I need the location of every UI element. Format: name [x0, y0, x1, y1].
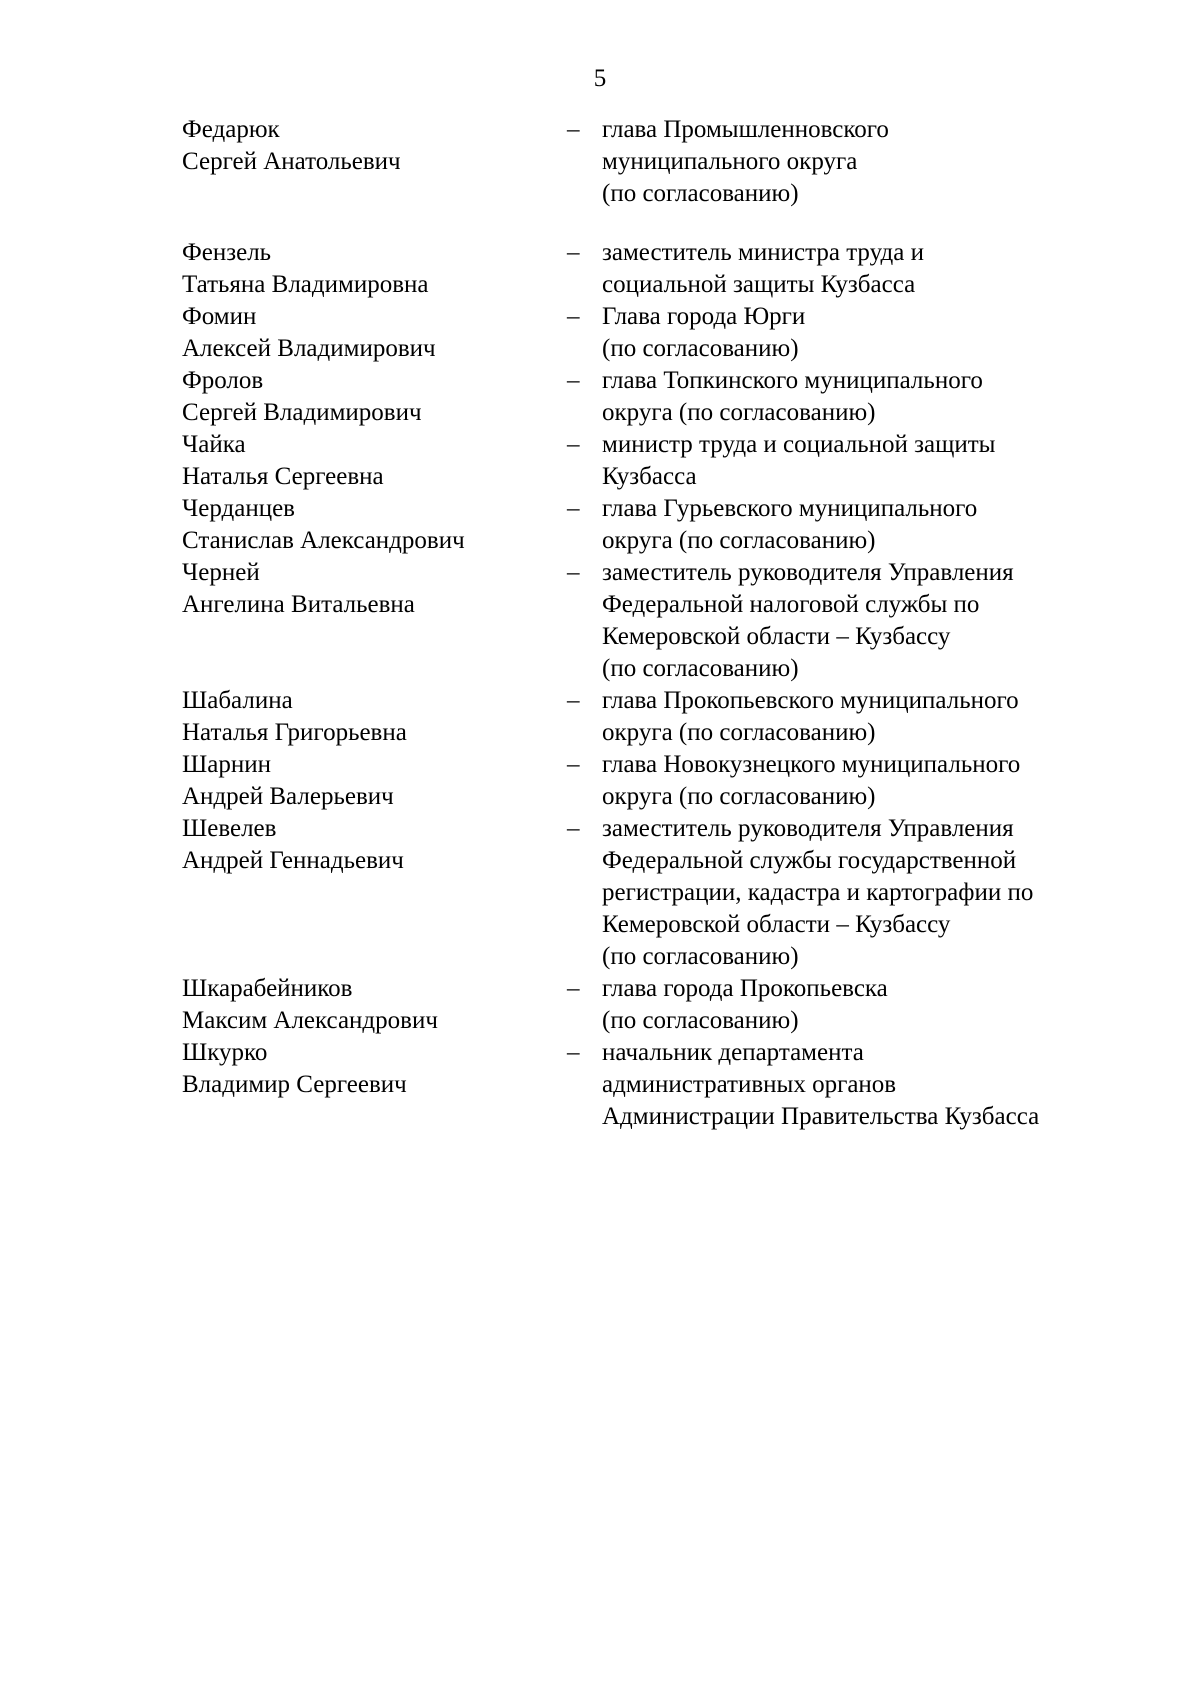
dash-separator: – — [567, 367, 580, 394]
member-role-line: (по согласованию) — [602, 655, 799, 682]
member-given-names: Ангелина Витальевна — [182, 591, 415, 618]
member-role — [602, 813, 1112, 973]
member-role-line: глава Прокопьевского муниципального — [602, 687, 1019, 714]
member-role-line: заместитель руководителя Управления — [602, 559, 1014, 586]
member-role-line: (по согласованию) — [602, 943, 799, 970]
dash-separator: – — [567, 559, 580, 586]
member-given-names: Андрей Валерьевич — [182, 783, 394, 810]
member-role-line: административных органов — [602, 1071, 897, 1098]
member-role-line: министр труда и социальной защиты — [602, 431, 996, 458]
member-role-line: Федеральной налоговой службы по — [602, 591, 980, 618]
member-name — [182, 114, 567, 210]
member-given-names: Сергей Владимирович — [182, 399, 422, 426]
member-surname: Шкурко — [182, 1039, 268, 1066]
member-surname: Черней — [182, 559, 260, 586]
member-name — [182, 365, 567, 429]
member-given-names: Алексей Владимирович — [182, 335, 436, 362]
dash-separator: – — [567, 815, 580, 842]
member-surname: Федарюк — [182, 116, 280, 143]
member-surname: Шкарабейников — [182, 975, 353, 1002]
member-role-line: глава Новокузнецкого муниципального — [602, 751, 1021, 778]
member-role-line: Кемеровской области – Кузбассу — [602, 911, 951, 938]
dash-separator: – — [567, 687, 580, 714]
member-entry — [182, 301, 1112, 365]
member-given-names: Наталья Григорьевна — [182, 719, 407, 746]
member-surname: Черданцев — [182, 495, 295, 522]
member-role-line: Глава города Юрги — [602, 303, 806, 330]
member-entry — [182, 1037, 1112, 1133]
member-entry — [182, 493, 1112, 557]
member-entry — [182, 237, 1112, 301]
member-role-line: Кемеровской области – Кузбассу — [602, 623, 951, 650]
member-name — [182, 557, 567, 685]
member-name — [182, 493, 567, 557]
member-entry — [182, 114, 1112, 210]
member-name — [182, 685, 567, 749]
member-name — [182, 301, 567, 365]
dash-separator: – — [567, 116, 580, 143]
member-surname: Шевелев — [182, 815, 277, 842]
dash-separator: – — [567, 495, 580, 522]
member-role — [602, 973, 1112, 1037]
member-role — [602, 749, 1112, 813]
member-role — [602, 114, 1112, 210]
member-entry — [182, 685, 1112, 749]
member-given-names: Максим Александрович — [182, 1007, 438, 1034]
member-entry — [182, 365, 1112, 429]
member-role — [602, 1037, 1112, 1133]
member-role-line: Федеральной службы государственной — [602, 847, 1017, 874]
member-role-line: социальной защиты Кузбасса — [602, 271, 916, 298]
member-role — [602, 685, 1112, 749]
member-role-line: регистрации, кадастра и картографии по — [602, 879, 1034, 906]
member-entry — [182, 557, 1112, 685]
member-given-names: Сергей Анатольевич — [182, 148, 401, 175]
member-given-names: Наталья Сергеевна — [182, 463, 384, 490]
member-entry — [182, 973, 1112, 1037]
member-role-line: Кузбасса — [602, 463, 697, 490]
member-role-line: округа (по согласованию) — [602, 719, 876, 746]
member-name — [182, 429, 567, 493]
member-role-line: заместитель руководителя Управления — [602, 815, 1014, 842]
member-role-line: округа (по согласованию) — [602, 783, 876, 810]
member-role-line: заместитель министра труда и — [602, 239, 924, 266]
member-given-names: Станислав Александрович — [182, 527, 465, 554]
member-name — [182, 749, 567, 813]
member-given-names: Татьяна Владимировна — [182, 271, 429, 298]
member-surname: Шабалина — [182, 687, 293, 714]
member-entry — [182, 429, 1112, 493]
member-name — [182, 813, 567, 973]
member-role-line: (по согласованию) — [602, 180, 799, 207]
member-role-line: глава Промышленновского — [602, 116, 889, 143]
member-given-names: Андрей Геннадьевич — [182, 847, 404, 874]
member-surname: Фензель — [182, 239, 272, 266]
member-role-line: (по согласованию) — [602, 335, 799, 362]
member-role-line: Администрации Правительства Кузбасса — [602, 1103, 1040, 1130]
dash-separator: – — [567, 975, 580, 1002]
member-role — [602, 557, 1112, 685]
member-role-line: округа (по согласованию) — [602, 399, 876, 426]
page-number: 5 — [593, 65, 607, 92]
member-name — [182, 237, 567, 301]
member-surname: Фомин — [182, 303, 257, 330]
member-role-line: муниципального округа — [602, 148, 858, 175]
member-entry — [182, 749, 1112, 813]
member-surname: Шарнин — [182, 751, 271, 778]
member-surname: Фролов — [182, 367, 264, 394]
member-list — [182, 114, 1112, 1133]
member-role-line: глава Гурьевского муниципального — [602, 495, 978, 522]
member-role-line: (по согласованию) — [602, 1007, 799, 1034]
member-role — [602, 237, 1112, 301]
dash-separator: – — [567, 303, 580, 330]
member-name — [182, 973, 567, 1037]
dash-separator: – — [567, 751, 580, 778]
dash-separator: – — [567, 1039, 580, 1066]
member-entry — [182, 813, 1112, 973]
member-role-line: округа (по согласованию) — [602, 527, 876, 554]
member-role-line: глава Топкинского муниципального — [602, 367, 983, 394]
dash-separator: – — [567, 239, 580, 266]
member-role — [602, 301, 1112, 365]
member-given-names: Владимир Сергеевич — [182, 1071, 407, 1098]
member-role — [602, 429, 1112, 493]
member-surname: Чайка — [182, 431, 246, 458]
member-role — [602, 493, 1112, 557]
member-role — [602, 365, 1112, 429]
dash-separator: – — [567, 431, 580, 458]
member-role-line: глава города Прокопьевска — [602, 975, 888, 1002]
member-role-line: начальник департамента — [602, 1039, 864, 1066]
member-name — [182, 1037, 567, 1133]
